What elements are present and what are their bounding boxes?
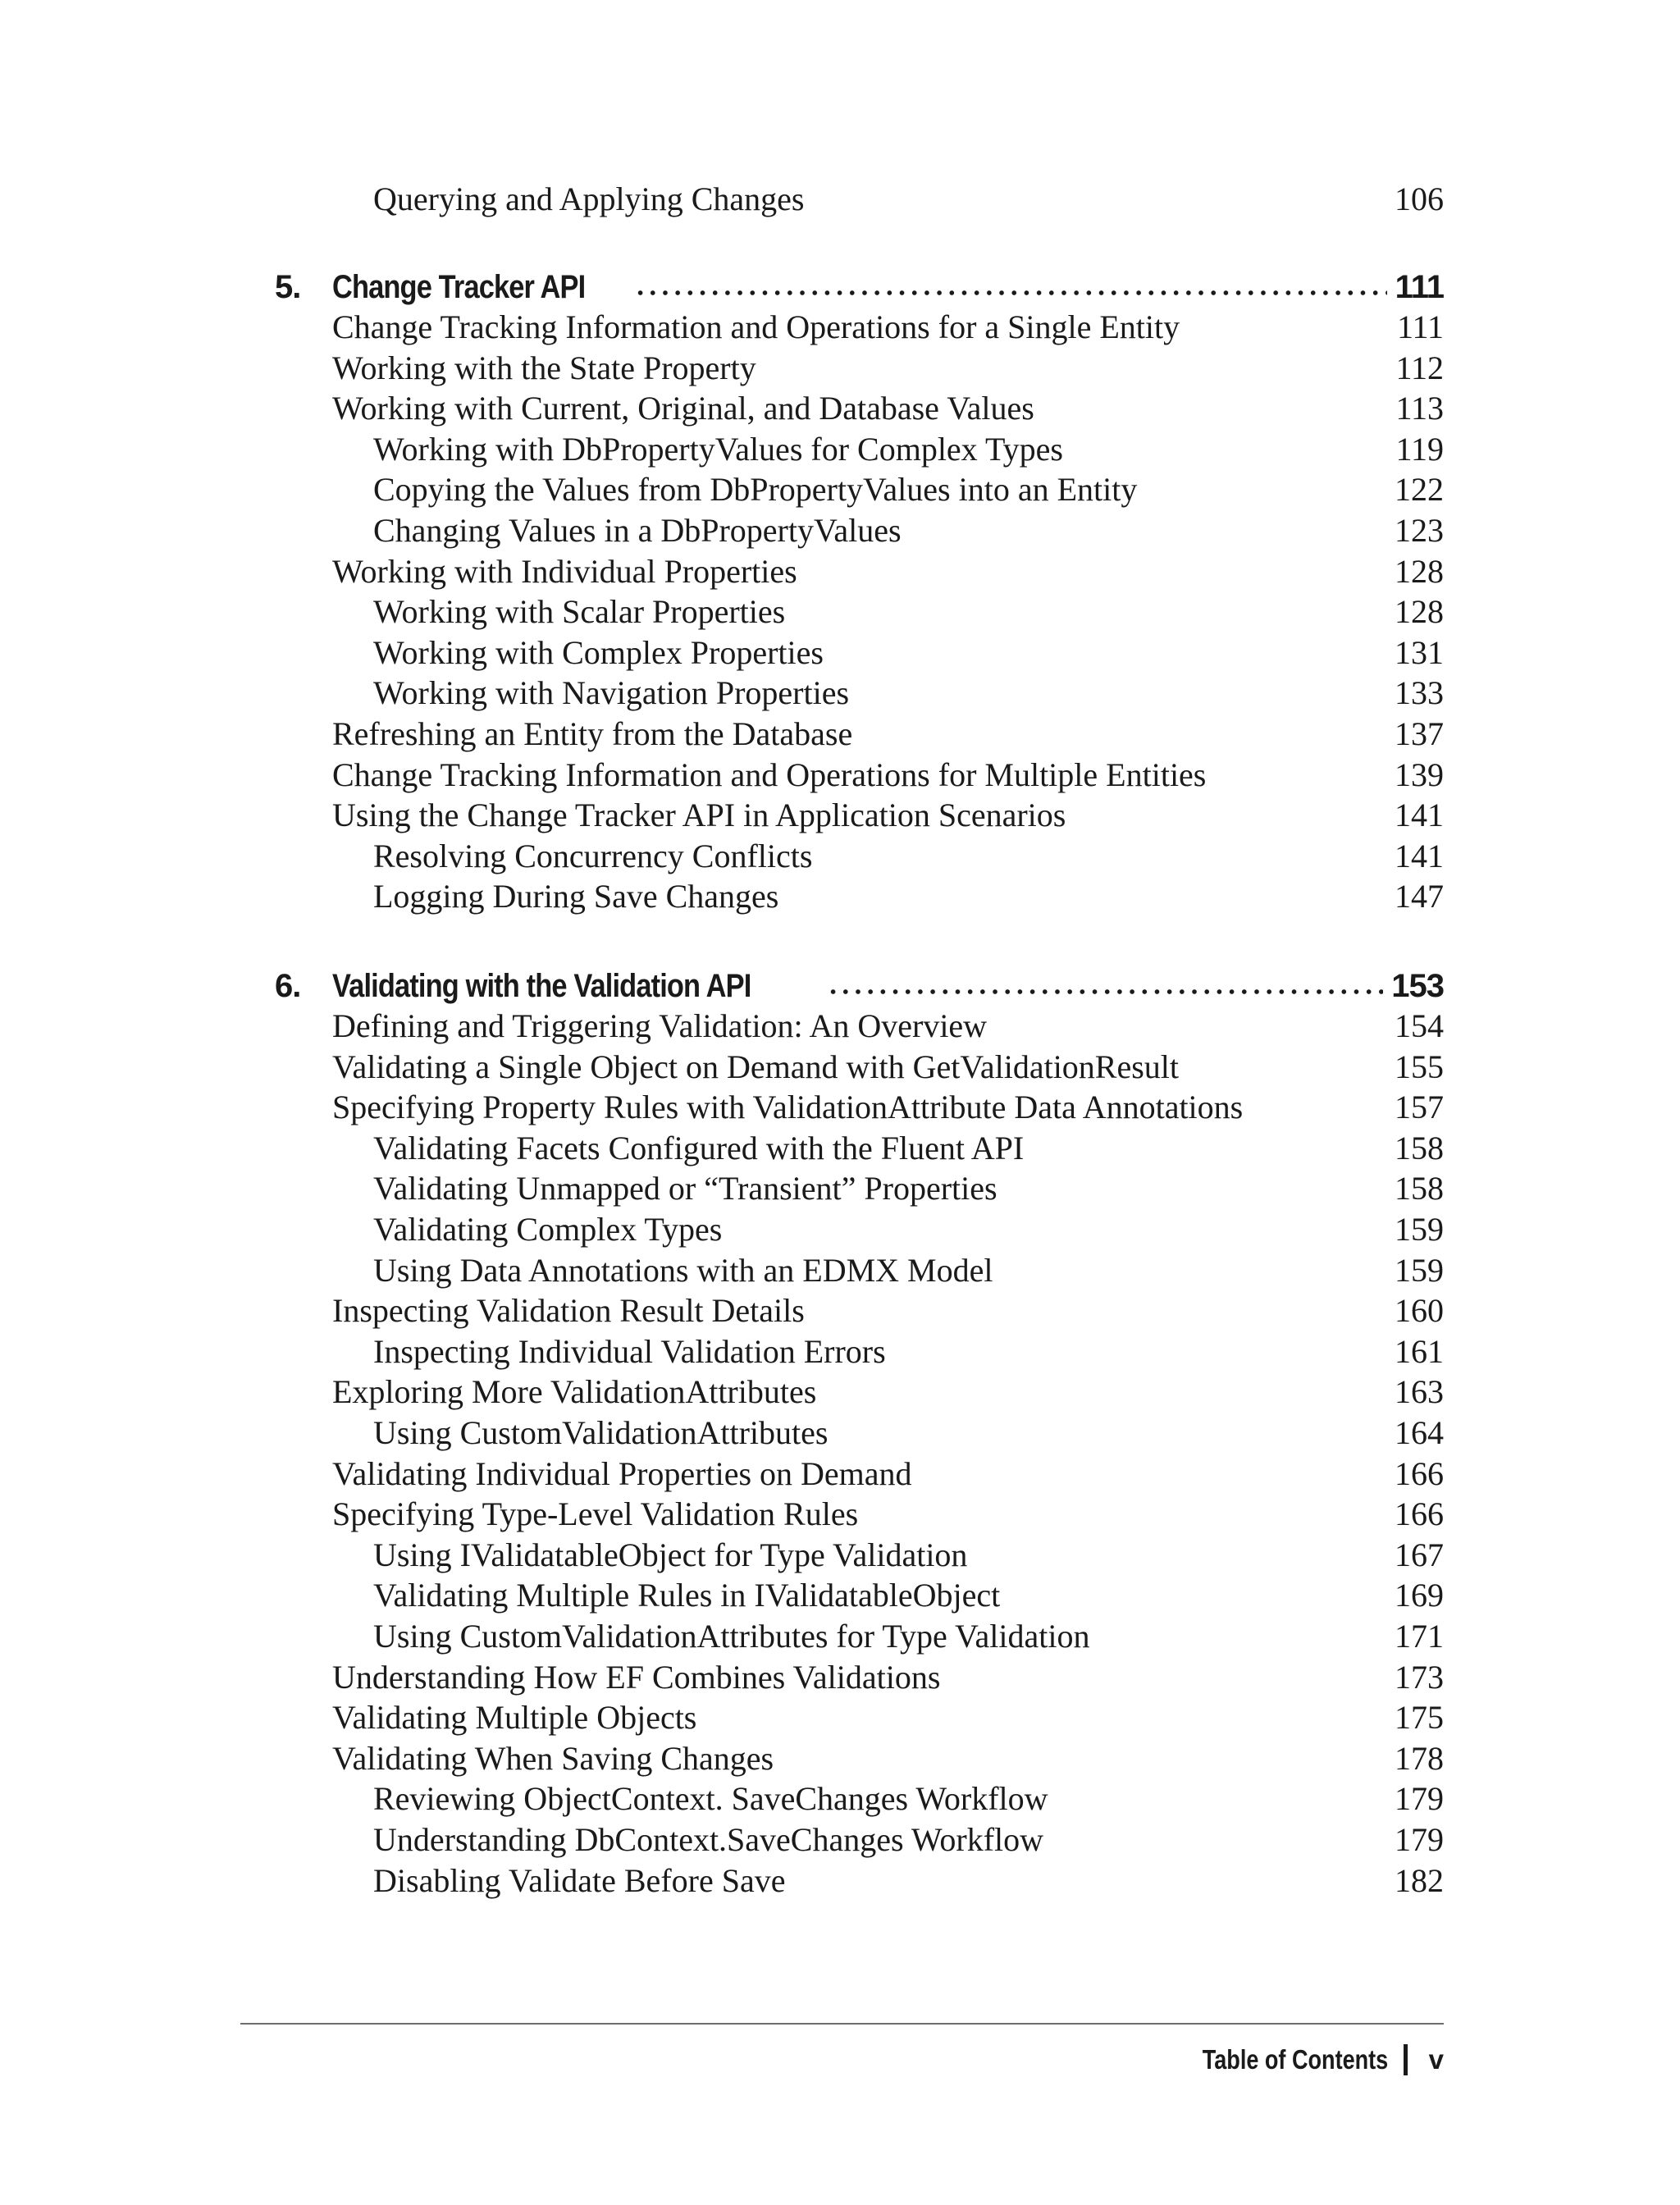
toc-entry-title: Exploring More ValidationAttributes [332, 1373, 817, 1411]
toc-entry-title: Working with the State Property [332, 349, 756, 386]
toc-entry-title: Working with Individual Properties [332, 552, 797, 590]
toc-entry-title: Validating Individual Properties on Demand [332, 1454, 912, 1492]
toc-entry-page: 163 [1395, 1373, 1444, 1411]
toc-entry-page: 169 [1395, 1577, 1444, 1614]
toc-entry-page: 131 [1395, 633, 1444, 671]
toc-entry-title: Using IValidatableObject for Type Validation [373, 1536, 968, 1573]
chapter-page: 111 [1395, 269, 1444, 305]
toc-entry [0, 1535, 1680, 1576]
toc-entry [0, 429, 1680, 470]
toc-entry [0, 388, 1680, 429]
toc-entry-title: Working with Navigation Properties [373, 674, 850, 712]
toc-entry-page: 137 [1395, 715, 1444, 752]
toc-entry-title: Validating a Single Object on Demand with GetValidationResult [332, 1048, 1180, 1085]
toc-entry-page: 178 [1395, 1739, 1444, 1777]
toc-entry [0, 348, 1680, 389]
toc-entry [0, 1454, 1680, 1495]
toc-entry [0, 1331, 1680, 1372]
toc-entry [0, 755, 1680, 796]
toc-entry-title: Copying the Values from DbPropertyValues into an Entity [373, 471, 1138, 509]
toc-entry [0, 591, 1680, 632]
toc-entry-page: 112 [1395, 349, 1444, 386]
toc-entry-page: 111 [1396, 308, 1444, 345]
toc-entry-page: 179 [1395, 1821, 1444, 1858]
dot-leader [634, 290, 1386, 296]
toc-entry-page: 154 [1395, 1007, 1444, 1044]
toc-entry-page: 179 [1395, 1780, 1444, 1818]
toc-entry [0, 179, 1680, 220]
toc-entry-page: 164 [1395, 1414, 1444, 1451]
toc-entry [0, 1209, 1680, 1250]
chapter-heading [0, 963, 1680, 1009]
toc-entry-page: 158 [1395, 1129, 1444, 1166]
toc-entry-page: 173 [1395, 1658, 1444, 1696]
toc-entry-page: 167 [1395, 1536, 1444, 1573]
toc-entry-page: 128 [1395, 552, 1444, 590]
toc-entry-title: Using the Change Tracker API in Application Scenarios [332, 797, 1066, 834]
toc-entry [0, 1860, 1680, 1901]
toc-entry-page: 159 [1395, 1211, 1444, 1248]
toc-entry [0, 1778, 1680, 1819]
toc-entry-page: 113 [1395, 390, 1444, 427]
toc-entry-page: 141 [1395, 837, 1444, 874]
toc-entry [0, 795, 1680, 836]
toc-entry [0, 1575, 1680, 1616]
toc-entry [0, 1494, 1680, 1535]
toc-entry-page: 171 [1395, 1618, 1444, 1655]
toc-entry-title: Change Tracking Information and Operations for Multiple Entities [332, 756, 1207, 793]
toc-entry-title: Understanding How EF Combines Validations [332, 1658, 941, 1696]
toc-entry-title: Change Tracking Information and Operations for a Single Entity [332, 308, 1180, 345]
toc-entry-page: 119 [1395, 430, 1444, 468]
toc-entry-title: Validating Facets Configured with the Fluent API [373, 1129, 1025, 1166]
toc-entry [0, 1250, 1680, 1291]
toc-entry [0, 1372, 1680, 1413]
toc-entry-title: Reviewing ObjectContext. SaveChanges Workflow [373, 1780, 1048, 1818]
footer-rule [240, 2023, 1444, 2025]
toc-entry-page: 147 [1395, 878, 1444, 915]
chapter-title: Change Tracker API [332, 269, 586, 305]
toc-entry [0, 1657, 1680, 1698]
toc-entry-page: 175 [1395, 1699, 1444, 1737]
toc-entry-title: Inspecting Individual Validation Errors [373, 1332, 886, 1370]
chapter-number: 6. [275, 968, 301, 1004]
footer-section-label: Table of Contents [1203, 2044, 1389, 2075]
toc-entry-title: Understanding DbContext.SaveChanges Workflow [373, 1821, 1044, 1858]
chapter-number: 5. [275, 269, 301, 305]
toc-entry-title: Using CustomValidationAttributes for Type Validation [373, 1618, 1090, 1655]
toc-entry-title: Validating Multiple Rules in IValidatableObject [373, 1577, 1001, 1614]
toc-entry [0, 1290, 1680, 1331]
toc-entry-title: Validating Multiple Objects [332, 1699, 697, 1737]
toc-entry [0, 632, 1680, 673]
toc-entry-title: Validating Complex Types [373, 1211, 723, 1248]
toc-entry-title: Working with DbPropertyValues for Complex Types [373, 430, 1063, 468]
chapter-heading [0, 264, 1680, 310]
toc-entry [0, 836, 1680, 877]
toc-entry-page: 123 [1395, 512, 1444, 549]
footer-page-number: v [1428, 2044, 1444, 2075]
toc-entry [0, 673, 1680, 714]
toc-entry-title: Working with Scalar Properties [373, 593, 786, 631]
toc-entry [0, 1616, 1680, 1657]
footer-separator [1404, 2044, 1408, 2075]
toc-entry [0, 1413, 1680, 1454]
dot-leader [827, 988, 1383, 995]
toc-entry-page: 166 [1395, 1454, 1444, 1492]
toc-entry-page: 106 [1395, 180, 1444, 217]
toc-entry [0, 551, 1680, 592]
toc-entry-title: Querying and Applying Changes [373, 180, 805, 217]
chapter-title: Validating with the Validation API [332, 968, 751, 1004]
toc-entry [0, 876, 1680, 917]
toc-entry-page: 166 [1395, 1495, 1444, 1533]
toc-entry [0, 510, 1680, 551]
toc-entry [0, 1006, 1680, 1047]
toc-entry-title: Inspecting Validation Result Details [332, 1292, 805, 1330]
toc-entry-page: 158 [1395, 1170, 1444, 1208]
page-footer [1162, 2039, 1444, 2080]
toc-entry-title: Resolving Concurrency Conflicts [373, 837, 813, 874]
toc-entry-title: Using CustomValidationAttributes [373, 1414, 829, 1451]
toc-entry-title: Specifying Property Rules with ValidationAttribute Data Annotations [332, 1089, 1244, 1126]
toc-entry [0, 307, 1680, 348]
chapter-page: 153 [1391, 968, 1444, 1004]
toc-entry-page: 128 [1395, 593, 1444, 631]
toc-entry [0, 1128, 1680, 1169]
toc-entry-title: Disabling Validate Before Save [373, 1861, 786, 1899]
toc-entry-title: Validating Unmapped or “Transient” Properties [373, 1170, 998, 1208]
toc-entry [0, 1168, 1680, 1209]
toc-entry [0, 1087, 1680, 1128]
toc-entry-title: Validating When Saving Changes [332, 1739, 774, 1777]
toc-entry-page: 141 [1395, 797, 1444, 834]
toc-entry-page: 159 [1395, 1251, 1444, 1289]
toc-entry [0, 1738, 1680, 1779]
toc-entry [0, 1697, 1680, 1738]
toc-entry-page: 157 [1395, 1089, 1444, 1126]
toc-entry-title: Refreshing an Entity from the Database [332, 715, 853, 752]
toc-entry-page: 160 [1395, 1292, 1444, 1330]
toc-entry-title: Working with Current, Original, and Database Values [332, 390, 1034, 427]
toc-entry [0, 1047, 1680, 1088]
toc-entry-title: Changing Values in a DbPropertyValues [373, 512, 902, 549]
toc-entry-title: Working with Complex Properties [373, 633, 824, 671]
toc-entry-page: 122 [1395, 471, 1444, 509]
toc-entry [0, 469, 1680, 510]
toc-entry-title: Defining and Triggering Validation: An Overview [332, 1007, 988, 1044]
toc-entry [0, 714, 1680, 755]
toc-entry-page: 133 [1395, 674, 1444, 712]
toc-entry-page: 182 [1395, 1861, 1444, 1899]
toc-entry-title: Using Data Annotations with an EDMX Model [373, 1251, 993, 1289]
toc-entry-page: 139 [1395, 756, 1444, 793]
toc-entry-page: 161 [1395, 1332, 1444, 1370]
toc-entry-title: Logging During Save Changes [373, 878, 779, 915]
toc-entry-page: 155 [1395, 1048, 1444, 1085]
toc-entry-title: Specifying Type-Level Validation Rules [332, 1495, 859, 1533]
toc-entry [0, 1819, 1680, 1860]
